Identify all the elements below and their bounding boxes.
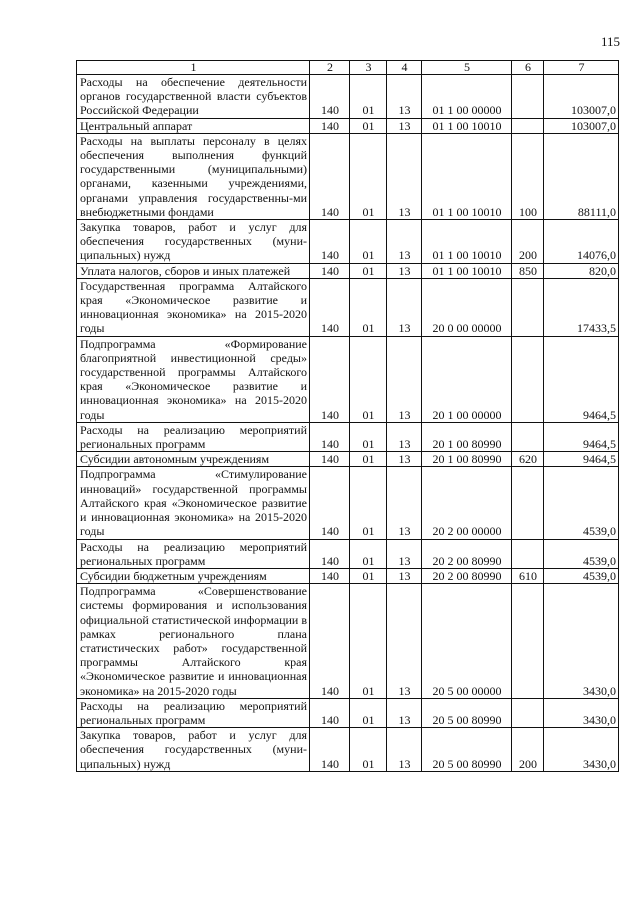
row-description: Расходы на реализацию мероприятий региональных программ (77, 422, 310, 451)
row-expense-type (512, 118, 544, 133)
row-section: 01 (350, 422, 387, 451)
column-header: 5 (422, 61, 512, 75)
row-description: Подпрограмма «Совершенствование системы формирования и использования официальной статистической информации в рамках регионального плана статистических работ» государственной программы Алтайского края «Экономическое развитие и инновационная экономика» на 2015-2020 годы (77, 584, 310, 699)
row-expense-type: 620 (512, 452, 544, 467)
row-description: Подпрограмма «Стимулирование инноваций» государственной программы Алтайского края «Экономическое развитие и инновационная экономика» на 2015-2020 годы (77, 467, 310, 539)
row-target-article: 01 1 00 10010 (422, 220, 512, 264)
row-description: Государственная программа Алтайского края «Экономическое развитие и инновационная экономика» на 2015-2020 годы (77, 278, 310, 336)
column-header: 7 (544, 61, 619, 75)
row-description: Закупка товаров, работ и услуг для обеспечения государственных (муни-ципальных) нужд (77, 728, 310, 772)
row-expense-type (512, 698, 544, 727)
row-section: 01 (350, 278, 387, 336)
row-amount: 9464,5 (544, 336, 619, 422)
header-row (77, 61, 619, 75)
row-target-article: 01 1 00 00000 (422, 75, 512, 119)
row-expense-type (512, 336, 544, 422)
row-subsection: 13 (387, 336, 422, 422)
budget-table (76, 60, 619, 772)
row-amount: 9464,5 (544, 452, 619, 467)
row-description: Субсидии автономным учреждениям (77, 452, 310, 467)
row-section: 01 (350, 336, 387, 422)
row-section: 01 (350, 220, 387, 264)
row-subsection: 13 (387, 118, 422, 133)
row-target-article: 20 2 00 80990 (422, 539, 512, 568)
row-subsection: 13 (387, 263, 422, 278)
row-section: 01 (350, 452, 387, 467)
row-subsection: 13 (387, 75, 422, 119)
row-section: 01 (350, 133, 387, 219)
row-amount: 3430,0 (544, 584, 619, 699)
row-amount: 9464,5 (544, 422, 619, 451)
row-section: 01 (350, 698, 387, 727)
table-row (77, 133, 619, 219)
row-section: 01 (350, 467, 387, 539)
row-code-admin: 140 (310, 263, 350, 278)
row-target-article: 20 2 00 00000 (422, 467, 512, 539)
row-section: 01 (350, 118, 387, 133)
row-subsection: 13 (387, 278, 422, 336)
row-description: Закупка товаров, работ и услуг для обеспечения государственных (муни-ципальных) нужд (77, 220, 310, 264)
row-code-admin: 140 (310, 133, 350, 219)
table-row (77, 422, 619, 451)
row-target-article: 01 1 00 10010 (422, 133, 512, 219)
column-header: 3 (350, 61, 387, 75)
row-amount: 4539,0 (544, 539, 619, 568)
row-amount: 4539,0 (544, 467, 619, 539)
row-section: 01 (350, 263, 387, 278)
table-row (77, 698, 619, 727)
row-target-article: 20 5 00 80990 (422, 698, 512, 727)
row-target-article: 01 1 00 10010 (422, 263, 512, 278)
row-code-admin: 140 (310, 698, 350, 727)
row-subsection: 13 (387, 728, 422, 772)
row-code-admin: 140 (310, 568, 350, 583)
table-row (77, 568, 619, 583)
row-code-admin: 140 (310, 118, 350, 133)
row-subsection: 13 (387, 452, 422, 467)
row-amount: 14076,0 (544, 220, 619, 264)
row-subsection: 13 (387, 133, 422, 219)
row-target-article: 01 1 00 10010 (422, 118, 512, 133)
column-header: 2 (310, 61, 350, 75)
row-description: Расходы на реализацию мероприятий региональных программ (77, 539, 310, 568)
table-body (77, 75, 619, 772)
row-expense-type: 610 (512, 568, 544, 583)
table-row (77, 584, 619, 699)
row-description: Уплата налогов, сборов и иных платежей (77, 263, 310, 278)
row-subsection: 13 (387, 467, 422, 539)
row-description: Расходы на реализацию мероприятий региональных программ (77, 698, 310, 727)
row-code-admin: 140 (310, 336, 350, 422)
row-expense-type: 100 (512, 133, 544, 219)
row-description: Субсидии бюджетным учреждениям (77, 568, 310, 583)
column-header: 1 (77, 61, 310, 75)
row-amount: 3430,0 (544, 698, 619, 727)
row-expense-type: 200 (512, 220, 544, 264)
row-subsection: 13 (387, 539, 422, 568)
row-code-admin: 140 (310, 728, 350, 772)
row-code-admin: 140 (310, 539, 350, 568)
table-row (77, 263, 619, 278)
row-subsection: 13 (387, 422, 422, 451)
row-subsection: 13 (387, 584, 422, 699)
page-number: 115 (600, 34, 620, 49)
row-amount: 17433,5 (544, 278, 619, 336)
row-section: 01 (350, 728, 387, 772)
row-target-article: 20 5 00 00000 (422, 584, 512, 699)
row-code-admin: 140 (310, 75, 350, 119)
row-expense-type: 200 (512, 728, 544, 772)
table-row (77, 278, 619, 336)
row-target-article: 20 1 00 80990 (422, 452, 512, 467)
row-description: Центральный аппарат (77, 118, 310, 133)
row-expense-type (512, 75, 544, 119)
table-row (77, 336, 619, 422)
row-amount: 88111,0 (544, 133, 619, 219)
row-description: Расходы на выплаты персоналу в целях обеспечения выполнения функций государственными (муниципальными) органами, казенными учреждениями, органами управления государственны-ми внебюджетными фондами (77, 133, 310, 219)
row-description: Подпрограмма «Формирование благоприятной инвестиционной среды» государственной программы Алтайского края «Экономическое развитие и инновационная экономика» на 2015-2020 годы (77, 336, 310, 422)
table-row (77, 118, 619, 133)
column-header: 6 (512, 61, 544, 75)
column-header: 4 (387, 61, 422, 75)
row-amount: 103007,0 (544, 75, 619, 119)
row-section: 01 (350, 75, 387, 119)
table-row (77, 539, 619, 568)
row-code-admin: 140 (310, 467, 350, 539)
row-subsection: 13 (387, 568, 422, 583)
row-amount: 103007,0 (544, 118, 619, 133)
row-subsection: 13 (387, 220, 422, 264)
row-code-admin: 140 (310, 220, 350, 264)
row-code-admin: 140 (310, 452, 350, 467)
row-target-article: 20 0 00 00000 (422, 278, 512, 336)
row-target-article: 20 5 00 80990 (422, 728, 512, 772)
row-description: Расходы на обеспечение деятельности органов государственной власти субъектов Российской Федерации (77, 75, 310, 119)
row-amount: 3430,0 (544, 728, 619, 772)
table-row (77, 452, 619, 467)
table-row (77, 467, 619, 539)
row-target-article: 20 1 00 00000 (422, 336, 512, 422)
row-subsection: 13 (387, 698, 422, 727)
row-expense-type (512, 467, 544, 539)
row-expense-type (512, 539, 544, 568)
row-expense-type (512, 584, 544, 699)
row-section: 01 (350, 584, 387, 699)
row-amount: 4539,0 (544, 568, 619, 583)
row-code-admin: 140 (310, 584, 350, 699)
table-row (77, 728, 619, 772)
table-row (77, 75, 619, 119)
row-expense-type (512, 278, 544, 336)
row-section: 01 (350, 568, 387, 583)
row-code-admin: 140 (310, 422, 350, 451)
row-target-article: 20 1 00 80990 (422, 422, 512, 451)
row-expense-type (512, 422, 544, 451)
row-target-article: 20 2 00 80990 (422, 568, 512, 583)
row-section: 01 (350, 539, 387, 568)
table-row (77, 220, 619, 264)
row-expense-type: 850 (512, 263, 544, 278)
row-amount: 820,0 (544, 263, 619, 278)
row-code-admin: 140 (310, 278, 350, 336)
